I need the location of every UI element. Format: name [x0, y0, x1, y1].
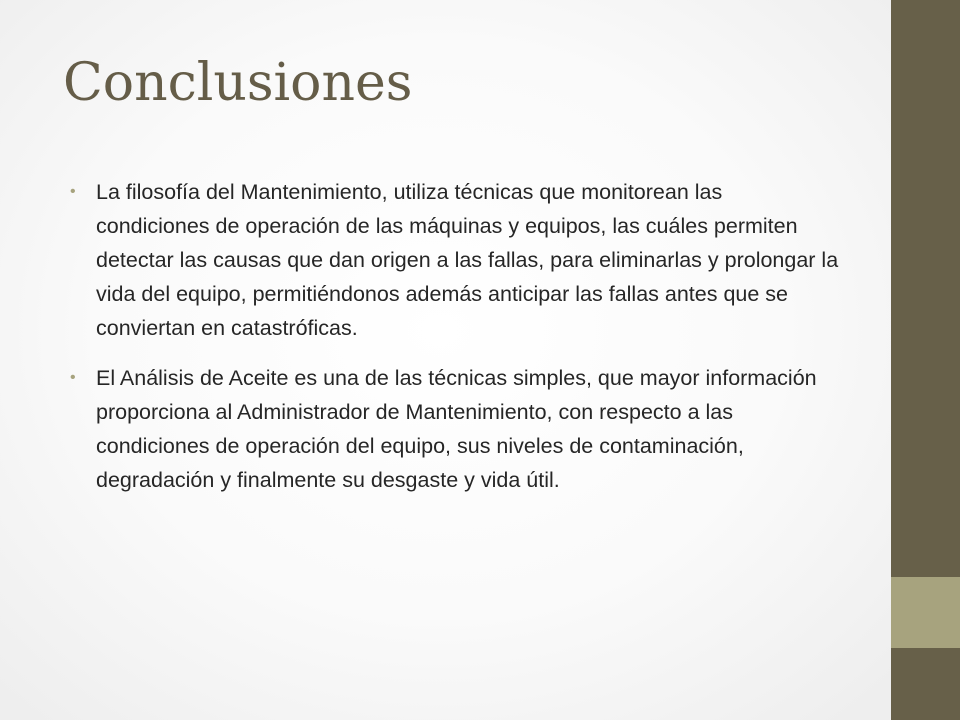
bullet-item: [70, 361, 840, 497]
bullet-icon: •: [70, 183, 76, 200]
bullet-text: La filosofía del Mantenimiento, utiliza técnicas que monitorean las condiciones de operación de las máquinas y equipos, las cuáles permiten detectar las causas que dan origen a las fallas, para eliminarlas y prolongar la vida del equipo, permitiéndonos además anticipar las fallas antes que se conviertan en catastróficas.: [96, 180, 839, 340]
bullet-text: El Análisis de Aceite es una de las técnicas simples, que mayor información proporciona al Administrador de Mantenimiento, con respecto a las condiciones de operación del equipo, sus niveles de contaminación, degradación y finalmente su desgaste y vida útil.: [96, 366, 817, 492]
bullet-item: [70, 175, 840, 345]
sidebar-top-block: [891, 0, 960, 577]
sidebar-middle-block: [891, 577, 960, 648]
slide-title: Conclusiones: [63, 53, 413, 113]
bullet-icon: •: [70, 369, 76, 386]
sidebar-bottom-block: [891, 648, 960, 720]
bullet-list: [70, 175, 840, 513]
